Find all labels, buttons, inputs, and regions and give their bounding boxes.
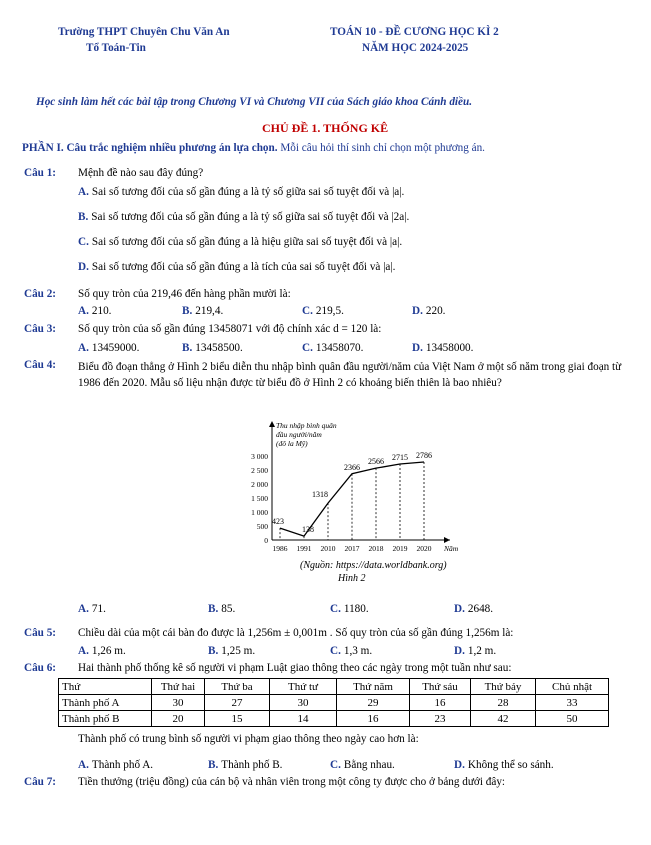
part1-note: Mỗi câu hỏi thí sinh chỉ chọn một phương án.: [277, 142, 485, 154]
data-label: 2786: [416, 450, 432, 460]
table-header-cell: Thứ ba: [205, 679, 270, 695]
q6-option-d[interactable]: [454, 759, 554, 771]
y-tick-label: 500: [256, 522, 268, 531]
q1-option-b[interactable]: [78, 211, 409, 223]
topic-title: CHỦ ĐỀ 1. THỐNG KÊ: [262, 121, 389, 135]
q4-option-b[interactable]: [208, 603, 235, 615]
option-text: 13458070.: [315, 342, 364, 354]
option-letter: D.: [454, 759, 465, 771]
option-letter: D.: [412, 305, 423, 317]
option-text: Sai số tương đối của số gần đúng a là tỷ số giữa sai số tuyệt đối và |2a|.: [91, 211, 410, 223]
table-cell: 30: [152, 695, 205, 711]
option-letter: C.: [78, 236, 89, 248]
option-letter: D.: [78, 261, 89, 273]
q7-text: Tiền thưởng (triệu đồng) của cán bộ và nhân viên trong một công ty được cho ở bảng dưới đây:: [78, 776, 506, 788]
q4-option-c[interactable]: [330, 603, 369, 615]
option-text: 71.: [91, 603, 106, 615]
x-tick-label: 1991: [296, 544, 312, 553]
table-cell: 20: [152, 711, 205, 727]
option-text: 1,25 m.: [221, 645, 256, 657]
q6-option-b[interactable]: [208, 759, 282, 771]
q6-option-a[interactable]: [78, 759, 153, 771]
q4-text: Biểu đồ đoạn thẳng ở Hình 2 biểu diễn thu nhập bình quân đầu người/năm của Việt Nam ở một số năm trong giai đoạn từ 1986 đến 2020. Mẫu số liệu nhận được từ biểu đồ ở Hình 2 có khoảng biến thiên là bao nhiêu?: [78, 361, 622, 389]
x-tick-label: 2010: [320, 544, 336, 553]
q4-label: Câu 4:: [24, 359, 57, 371]
q4-option-d[interactable]: [454, 603, 493, 615]
q5-option-a[interactable]: [78, 645, 126, 657]
q3-option-a[interactable]: [78, 342, 139, 354]
q1-option-c[interactable]: [78, 236, 402, 248]
x-tick-label: 2020: [416, 544, 432, 553]
q5-option-b[interactable]: [208, 645, 255, 657]
q2-option-a[interactable]: [78, 305, 111, 317]
q3-text: Số quy tròn của số gần đúng 13458071 với độ chính xác d = 120 là:: [78, 323, 382, 335]
q1-text: Mệnh đề nào sau đây đúng?: [78, 167, 204, 179]
table-cell: Thành phố A: [59, 695, 152, 711]
table-cell: 33: [536, 695, 609, 711]
option-text: Sai số tương đối của số gần đúng a là hiệu giữa sai số tuyệt đối và |a|.: [91, 236, 403, 248]
x-tick-label: 2018: [368, 544, 384, 553]
q5-option-d[interactable]: [454, 645, 496, 657]
option-text: 1,3 m.: [343, 645, 373, 657]
option-text: 13459000.: [91, 342, 140, 354]
option-text: 13458000.: [425, 342, 474, 354]
table-cell: 15: [205, 711, 270, 727]
table-header-cell: Thứ hai: [152, 679, 205, 695]
y-axis-label: đầu người/năm: [276, 430, 322, 439]
y-tick-label: 0: [264, 536, 268, 545]
table-cell: 30: [270, 695, 337, 711]
option-letter: B.: [182, 342, 193, 354]
option-letter: C.: [330, 603, 341, 615]
data-label: 423: [272, 517, 284, 527]
option-letter: A.: [78, 645, 89, 657]
y-tick-label: 1 000: [251, 508, 268, 517]
option-text: Thành phố B.: [221, 759, 283, 771]
q7-label: Câu 7:: [24, 776, 57, 788]
option-letter: C.: [330, 759, 341, 771]
chart-caption: Hình 2: [338, 573, 366, 584]
instruction-text: Học sinh làm hết các bài tập trong Chương VI và Chương VII của Sách giáo khoa Cánh diều.: [36, 96, 473, 108]
option-letter: A.: [78, 603, 89, 615]
y-axis-label: Thu nhập bình quân: [276, 421, 337, 430]
option-letter: D.: [454, 603, 465, 615]
q2-label: Câu 2:: [24, 288, 57, 300]
q6-label: Câu 6:: [24, 662, 57, 674]
option-letter: A.: [78, 342, 89, 354]
table-cell: 50: [536, 711, 609, 727]
table-header-cell: Thứ năm: [337, 679, 410, 695]
option-letter: B.: [78, 211, 89, 223]
option-letter: A.: [78, 759, 89, 771]
option-text: 1,26 m.: [91, 645, 126, 657]
data-label: 2566: [368, 457, 384, 467]
violations-table: [58, 678, 609, 727]
data-label: 2715: [392, 452, 408, 462]
x-tick-label: 1986: [272, 544, 288, 553]
option-letter: C.: [302, 305, 313, 317]
table-header-cell: Thứ tư: [270, 679, 337, 695]
chart-source: (Nguồn: https://data.worldbank.org): [300, 560, 447, 571]
q3-option-d[interactable]: [412, 342, 473, 354]
q1-label: Câu 1:: [24, 167, 57, 179]
table-header-row: [59, 679, 609, 695]
option-letter: B.: [182, 305, 193, 317]
option-text: 219,5.: [315, 305, 344, 317]
data-label: 2366: [344, 462, 360, 472]
q1-option-d[interactable]: [78, 261, 395, 273]
table-header-cell: Chủ nhật: [536, 679, 609, 695]
y-axis-label: (đô la Mỹ): [276, 439, 308, 448]
table-header-cell: Thứ: [59, 679, 152, 695]
option-letter: D.: [454, 645, 465, 657]
table-row: [59, 711, 609, 727]
q1-option-a[interactable]: [78, 186, 404, 198]
q3-option-c[interactable]: [302, 342, 363, 354]
table-cell: 14: [270, 711, 337, 727]
option-text: Sai số tương đối của số gần đúng a là tích của sai số tuyệt đối và |a|.: [91, 261, 396, 273]
q2-option-c[interactable]: [302, 305, 344, 317]
option-text: 13458500.: [195, 342, 243, 354]
option-letter: A.: [78, 186, 89, 198]
table-cell: 28: [471, 695, 536, 711]
q5-label: Câu 5:: [24, 627, 57, 639]
table-header-cell: Thứ bảy: [471, 679, 536, 695]
option-letter: B.: [208, 645, 219, 657]
table-cell: 42: [471, 711, 536, 727]
q6-text: Hai thành phố thống kê số người vi phạm Luật giao thông theo các ngày trong một tuần như sau:: [78, 662, 512, 674]
table-cell: 29: [337, 695, 410, 711]
q2-text: Số quy tròn của 219,46 đến hàng phần mười là:: [78, 288, 291, 300]
option-text: 2648.: [467, 603, 494, 615]
table-cell: 16: [337, 711, 410, 727]
table-cell: 16: [410, 695, 471, 711]
q4-option-a[interactable]: [78, 603, 106, 615]
option-letter: B.: [208, 603, 219, 615]
x-tick-label: 2017: [344, 544, 360, 553]
subject-title: TOÁN 10 - ĐỀ CƯƠNG HỌC KÌ 2: [330, 26, 499, 38]
y-tick-label: 3 000: [251, 452, 268, 461]
option-text: Bằng nhau.: [343, 759, 395, 771]
option-letter: C.: [302, 342, 313, 354]
q2-option-b[interactable]: [182, 305, 223, 317]
y-tick-label: 1 500: [251, 494, 268, 503]
school-year: NĂM HỌC 2024-2025: [362, 42, 469, 54]
data-label: 138: [302, 525, 314, 535]
q3-option-b[interactable]: [182, 342, 243, 354]
y-axis-arrow: [269, 421, 275, 427]
department-name: Tổ Toán-Tin: [86, 42, 146, 54]
option-text: 210.: [91, 305, 112, 317]
table-header-cell: Thứ sáu: [410, 679, 471, 695]
option-text: Sai số tương đối của số gần đúng a là tỷ số giữa sai số tuyệt đối và |a|.: [91, 186, 405, 198]
option-text: Thành phố A.: [91, 759, 154, 771]
option-letter: A.: [78, 305, 89, 317]
option-text: 1,2 m.: [467, 645, 497, 657]
q3-label: Câu 3:: [24, 323, 57, 335]
q5-option-c[interactable]: [330, 645, 372, 657]
y-tick-label: 2 000: [251, 480, 268, 489]
table-cell: 23: [410, 711, 471, 727]
q2-option-d[interactable]: [412, 305, 445, 317]
option-letter: B.: [208, 759, 219, 771]
table-cell: 27: [205, 695, 270, 711]
option-letter: C.: [330, 645, 341, 657]
option-text: 219,4.: [195, 305, 224, 317]
school-name: Trường THPT Chuyên Chu Văn An: [58, 26, 230, 38]
table-row: [59, 695, 609, 711]
part1-title: PHẦN I. Câu trắc nghiệm nhiều phương án lựa chọn.: [22, 142, 278, 154]
option-text: 1180.: [343, 603, 369, 615]
option-letter: D.: [412, 342, 423, 354]
x-axis-arrow: [444, 537, 450, 543]
y-tick-label: 2 500: [251, 466, 268, 475]
q5-text: Chiều dài của một cái bàn đo được là 1,256m ± 0,001m . Số quy tròn của số gần đúng 1,256m là:: [78, 627, 514, 639]
option-text: 220.: [425, 305, 446, 317]
option-text: Không thể so sánh.: [467, 759, 554, 771]
q6-question: Thành phố có trung bình số người vi phạm giao thông theo ngày cao hơn là:: [78, 733, 419, 745]
table-cell: Thành phố B: [59, 711, 152, 727]
x-tick-label: 2019: [392, 544, 408, 553]
data-label: 1318: [312, 490, 328, 500]
option-text: 85.: [221, 603, 236, 615]
x-axis-label: Năm: [444, 544, 459, 553]
q6-option-c[interactable]: [330, 759, 395, 771]
part1-heading: [22, 142, 485, 154]
